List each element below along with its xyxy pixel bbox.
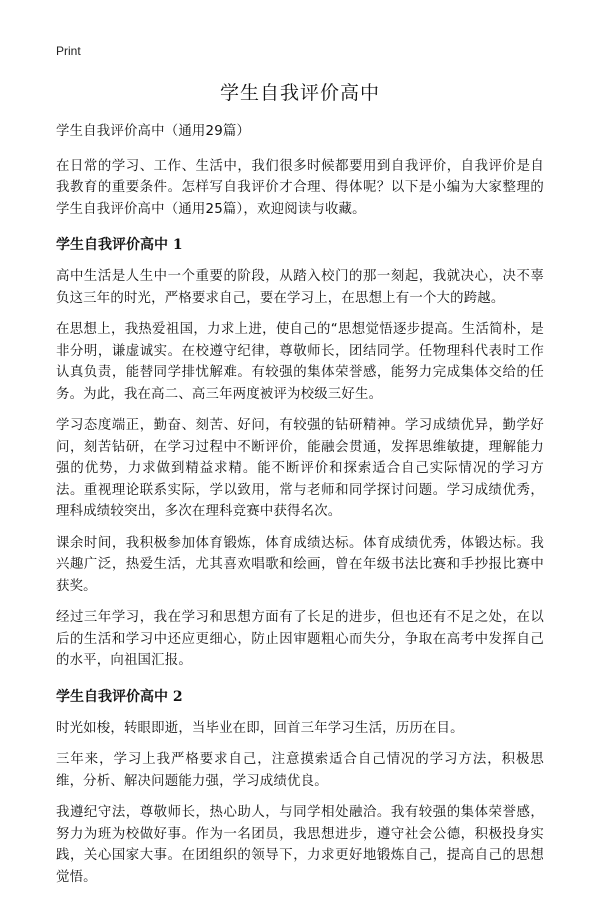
paragraph: 在思想上，我热爱祖国，力求上进，使自己的“思想觉悟逐步提高。生活简朴，是非分明，谦虚诚实。在校遵守纪律，尊敬师长，团结同学。任物理科代表时工作认真负责，能替同学排忧解难。有较强的集体荣誉感，能努力完成集体交给的任务。为此，我在高二、高三年两度被评为校级三好生。	[56, 322, 544, 402]
section-heading: 学生自我评价高中 1	[56, 237, 183, 253]
paragraph: 我遵纪守法，尊敬师长，热心助人，与同学相处融洽。我有较强的集体荣誉感，努力为班为校做好事。作为一名团员，我思想进步，遵守社会公德，积极投身实践，关心国家大事。在团组织的领导下，力求更好地锻炼自己，提高自己的思想觉悟。	[56, 805, 544, 885]
print-label: Print	[56, 44, 81, 58]
paragraph: 时光如梭，转眼即逝，当毕业在即，回首三年学习生活，历历在目。	[56, 720, 464, 736]
section-2	[56, 686, 544, 889]
paragraph: 三年来，学习上我严格要求自己，注意摸索适合自己情况的学习方法，积极思维，分析、解决问题能力强，学习成绩优良。	[56, 752, 544, 789]
paragraph: 学习态度端正，勤奋、刻苦、好问，有较强的钻研精神。学习成绩优异，勤学好问，刻苦钻研，在学习过程中不断评价，能融会贯通，发挥思维敏捷，理解能力强的优势，力求做到精益求精。能不断评价和探索适合自己实际情况的学习方法。重视理论联系实际，学以致用，常与老师和同学探讨问题。学习成绩优秀，理科成绩较突出，多次在理科竞赛中获得名次。	[56, 418, 544, 519]
paragraph: 课余时间，我积极参加体育锻炼，体育成绩达标。体育成绩优秀，体锻达标。我兴趣广泛，热爱生活，尤其喜欢唱歌和绘画，曾在年级书法比赛和手抄报比赛中获奖。	[56, 535, 544, 594]
paragraph: 高中生活是人生中一个重要的阶段，从踏入校门的那一刻起，我就决心，决不辜负这三年的时光，严格要求自己，要在学习上，在思想上有一个大的跨越。	[56, 269, 544, 306]
article-body	[56, 121, 544, 898]
subtitle: 学生自我评价高中（通用29篇）	[56, 124, 251, 139]
intro-paragraph: 在日常的学习、工作、生活中，我们很多时候都要用到自我评价，自我评价是自我教育的重要条件。怎样写自我评价才合理、得体呢？以下是小编为大家整理的学生自我评价高中（通用25篇），欢迎阅读与收藏。	[56, 158, 544, 217]
section-heading: 学生自我评价高中 2	[56, 688, 183, 705]
section-1	[56, 234, 544, 672]
paragraph: 经过三年学习，我在学习和思想方面有了长足的进步，但也还有不足之处，在以后的生活和学习中还应更细心，防止因审题粗心而失分，争取在高考中发挥自己的水平，向祖国汇报。	[56, 610, 544, 668]
page-title: 学生自我评价高中	[219, 82, 380, 104]
